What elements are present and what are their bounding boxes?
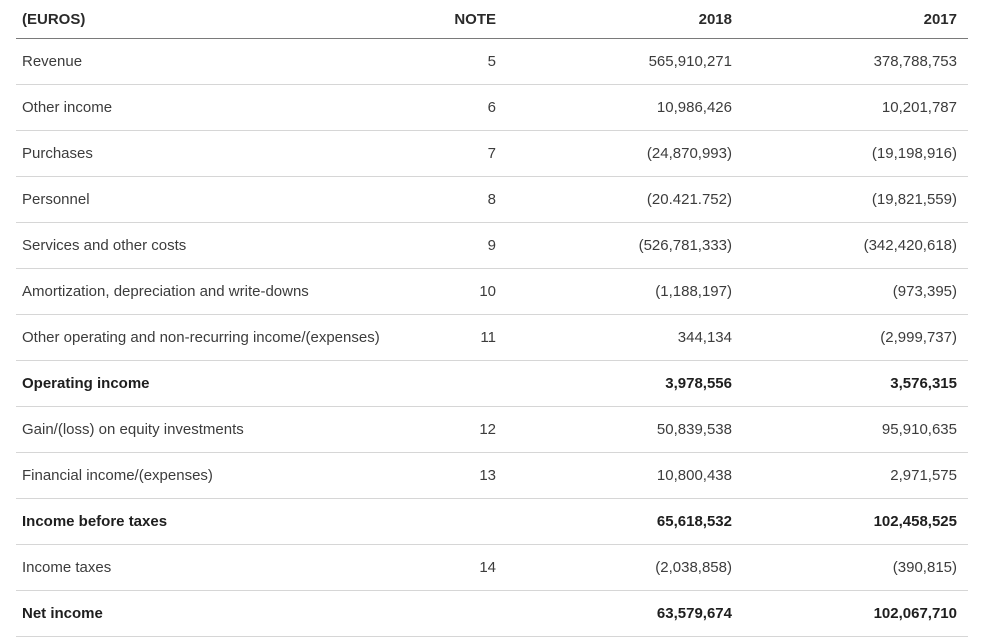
row-income-before-taxes	[16, 499, 968, 545]
row-value-2018: 10,800,438	[656, 467, 732, 484]
row-value-2018: 65,618,532	[656, 513, 732, 530]
header-currency-label: (EUROS)	[22, 10, 86, 28]
row-note: 8	[487, 191, 496, 208]
row-label: Purchases	[22, 145, 93, 162]
row-label: Revenue	[22, 53, 83, 70]
row-revenue	[16, 39, 968, 85]
row-value-2017: 378,788,753	[873, 53, 957, 70]
row-note: 5	[487, 53, 496, 70]
row-value-2018: (20.421.752)	[646, 191, 732, 208]
row-label: Personnel	[22, 191, 90, 208]
row-value-2017: 102,067,710	[873, 605, 957, 622]
row-label: Other income	[22, 99, 113, 116]
header-note: NOTE	[454, 10, 496, 28]
row-value-2017: (973,395)	[892, 283, 957, 300]
row-equity-investments	[16, 407, 968, 453]
row-other-income	[16, 85, 968, 131]
row-value-2018: (24,870,993)	[646, 145, 732, 162]
row-note: 11	[480, 329, 496, 346]
row-note: 12	[479, 421, 496, 438]
row-net-income	[16, 591, 968, 637]
row-income-taxes	[16, 545, 968, 591]
row-value-2017: 3,576,315	[890, 375, 957, 392]
row-note: 6	[487, 99, 496, 116]
header-year-2017: 2017	[923, 10, 957, 28]
row-value-2017: 102,458,525	[873, 513, 957, 530]
row-note: 7	[487, 145, 496, 162]
header-year-2018: 2018	[698, 10, 732, 28]
row-value-2018: (1,188,197)	[655, 283, 732, 300]
row-value-2018: 3,978,556	[665, 375, 732, 392]
row-value-2017: (2,999,737)	[880, 329, 957, 346]
row-note: 9	[487, 237, 496, 254]
row-services-and-other-costs	[16, 223, 968, 269]
row-value-2018: 344,134	[677, 329, 732, 346]
row-value-2018: 10,986,426	[656, 99, 732, 116]
row-value-2018: 50,839,538	[656, 421, 732, 438]
row-label: Net income	[22, 605, 103, 622]
row-note: 14	[479, 559, 496, 576]
row-label: Financial income/(expenses)	[22, 467, 213, 484]
row-value-2018: (526,781,333)	[638, 237, 732, 254]
row-financial-income	[16, 453, 968, 499]
row-purchases	[16, 131, 968, 177]
row-value-2018: 565,910,271	[648, 53, 732, 70]
row-value-2017: (390,815)	[892, 559, 957, 576]
row-value-2017: 95,910,635	[881, 421, 957, 438]
row-value-2017: 2,971,575	[890, 467, 957, 484]
row-value-2017: 10,201,787	[881, 99, 957, 116]
row-label: Operating income	[22, 375, 150, 392]
row-label: Gain/(loss) on equity investments	[22, 421, 244, 438]
row-operating-income	[16, 361, 968, 407]
row-value-2018: (2,038,858)	[655, 559, 732, 576]
row-note: 13	[479, 467, 496, 484]
row-label: Income taxes	[22, 559, 112, 576]
table-header	[16, 0, 968, 39]
row-value-2018: 63,579,674	[656, 605, 732, 622]
row-label: Amortization, depreciation and write-downs	[22, 283, 309, 300]
row-note: 10	[479, 283, 496, 300]
row-value-2017: (19,198,916)	[871, 145, 957, 162]
income-statement-table	[16, 0, 968, 637]
row-label: Other operating and non-recurring income/(expenses)	[22, 329, 380, 346]
row-value-2017: (342,420,618)	[863, 237, 957, 254]
row-label: Income before taxes	[22, 513, 168, 530]
row-value-2017: (19,821,559)	[871, 191, 957, 208]
row-other-operating	[16, 315, 968, 361]
row-personnel	[16, 177, 968, 223]
row-amortization	[16, 269, 968, 315]
row-label: Services and other costs	[22, 237, 187, 254]
